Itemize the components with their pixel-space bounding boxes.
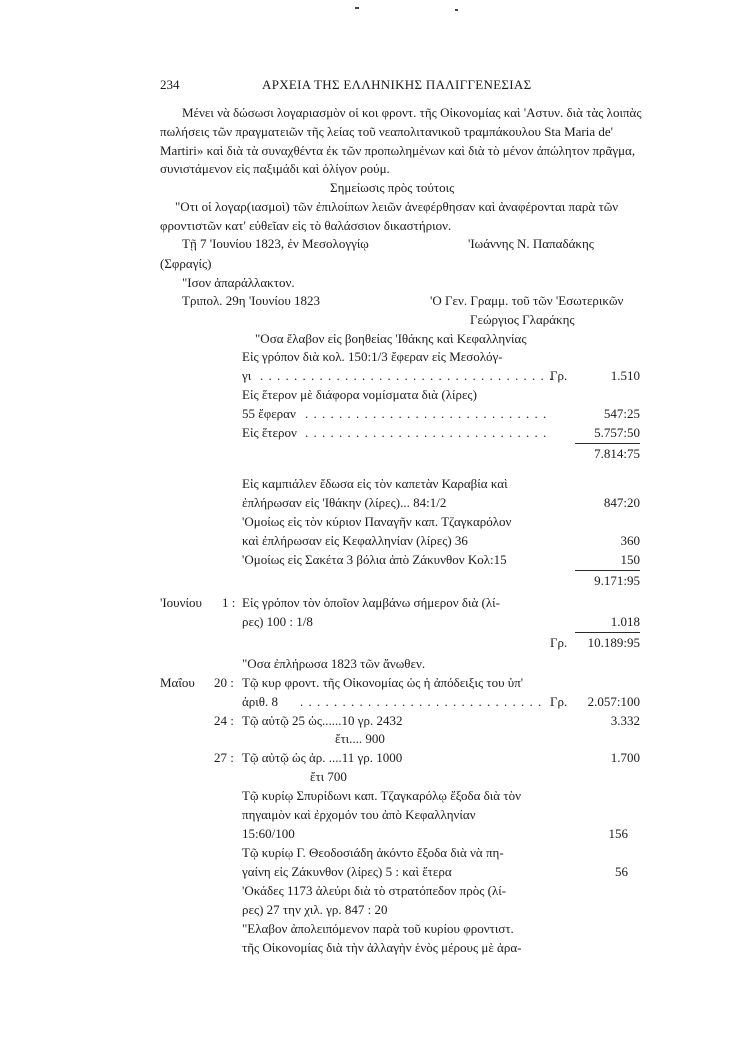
month-label: 'Ιουνίου — [160, 595, 202, 610]
ledger-heading: "Οσα ἐπλήρωσα 1823 τῶν ἄνωθεν. — [242, 656, 426, 671]
ledger-line: Τῷ κυρίῳ Γ. Θεοδοσιάδη ἀκόντο ἔξοδα διὰ νὰ πη- — [242, 845, 504, 860]
copy-date: Τριπολ. 29η 'Ιουνίου 1823 — [182, 293, 321, 308]
grand-total: 10.189:95 — [587, 635, 640, 650]
sum-rule — [575, 632, 640, 633]
ledger-line: Τῷ αὐτῷ ὡς ἀρ. ....11 γρ. 1000 — [242, 750, 403, 765]
dot-leader: . . . . . . . . . . . . . . . . . . . . . . . . . . . . . — [305, 406, 548, 421]
signature-date-place: Τῇ 7 'Ιουνίου 1823, ἐν Μεσολογγίῳ — [182, 236, 369, 251]
currency-label: Γρ. — [550, 694, 568, 709]
ledger-line: 'Ομοίως εἰς Σακέτα 3 βόλια ἀπὸ Ζάκυνθον Κολ:15 — [242, 552, 507, 567]
amount: 5.757:50 — [594, 425, 640, 440]
note-line: φροντιστῶν κατ' εὐθεῖαν εἰς τὸ θαλάσσιον δικαστήριον. — [160, 218, 452, 233]
day-label: 20 : — [214, 675, 234, 690]
amount: 3.332 — [610, 713, 640, 728]
subtotal: 7.814:75 — [594, 446, 640, 461]
ledger-line: γι — [242, 368, 252, 383]
ledger-line: 15:60/100 — [242, 826, 295, 841]
ledger-line: "Ελαβον ἀπολειπόμενον παρὰ τοῦ κυρίου φροντιστ. — [242, 921, 514, 936]
ledger-line: ἔτι 700 — [310, 769, 347, 784]
ledger-line: γαίνη εἰς Ζάκυνθον (λίρες) 5 : καὶ ἕτερα — [242, 864, 452, 879]
ledger-heading: "Οσα ἔλαβον εἰς βοηθείας 'Ιθάκης καὶ Κεφαλληνίας — [255, 331, 527, 346]
amount: 1.700 — [610, 750, 640, 765]
amount: 1.510 — [610, 368, 640, 383]
dot-leader: . . . . . . . . . . . . . . . . . . . . . . . . . . . . . — [300, 694, 543, 709]
page-number: 234 — [160, 77, 180, 92]
sum-rule — [575, 570, 640, 571]
ledger-line: Εἰς γρόπον διὰ κολ. 150:1/3 ἔφεραν εἰς Μεσολόγ- — [242, 349, 503, 364]
ledger-line: Εἰς ἕτερον — [242, 425, 297, 440]
amount: 56 — [615, 864, 628, 879]
ledger-line: ἔτι.... 900 — [335, 731, 385, 746]
dot-leader: . . . . . . . . . . . . . . . . . . . . . . . . . . . . . . . . . . . — [260, 368, 554, 383]
signature-name: 'Ιωάννης Ν. Παπαδάκης — [468, 236, 594, 251]
running-title: ΑΡΧΕΙΑ ΤΗΣ ΕΛΛΗΝΙΚΗΣ ΠΑΛΙΓΓΕΝΕΣΙΑΣ — [262, 77, 532, 92]
ledger-line: 'Ομοίως εἰς τὸν κύριον Παναγῆν καπ. Τζαγκαρόλον — [242, 514, 512, 529]
seal-note: (Σφραγίς) — [160, 256, 212, 271]
month-label: Μαΐου — [160, 675, 195, 690]
secretary-name: Γεώργιος Γλαράκης — [470, 312, 575, 327]
ledger-line: ρες) 100 : 1/8 — [242, 614, 313, 629]
currency-label: Γρ. — [550, 368, 568, 383]
intro-line: πωλήσεις τῶν πραγματειῶν τῆς λείας τοῦ νεαπολιτανικοῦ τραμπάκουλου Sta Maria de' — [160, 124, 613, 139]
intro-line: συνιστάμενον εἰς παξιμάδι καὶ ὀλίγον ρούμ. — [160, 161, 390, 176]
ledger-line: Εἰς καμπιάλεν ἔδωσα εἰς τὸν καπετὰν Καραβία καὶ — [242, 476, 508, 491]
copy-note: "Ισον ἀπαράλλακτον. — [182, 275, 295, 290]
note-line: "Οτι οἱ λογαρ(ιασμοὶ) τῶν ἐπιλοίπων λειῶν ἀνεφέρθησαν καὶ ἀναφέρονται παρὰ τῶν — [175, 199, 619, 214]
ledger-line: ἀριθ. 8 — [242, 694, 279, 709]
amount: 150 — [620, 552, 640, 567]
note-heading: Σημείωσις πρὸς τούτοις — [330, 180, 455, 195]
ledger-line: πηγαιμὸν καὶ ἐρχομόν του ἀπὸ Κεφαλληνίαν — [242, 807, 476, 822]
currency-label: Γρ. — [550, 635, 568, 650]
ledger-line: τῆς Οἰκονομίας διὰ τὴν ἀλλαγὴν ἑνὸς μέρους μὲ ἀρα- — [242, 940, 522, 955]
day-label: 1 : — [222, 595, 236, 610]
ledger-line: ἐπλήρωσαν εἰς 'Ιθάκην (λίρες)... 84:1/2 — [242, 495, 447, 510]
ledger-line: Τῷ κυρ φροντ. τῆς Οἰκονομίας ὡς ἡ ἀπόδειξις του ὑπ' — [242, 675, 524, 690]
ledger-line: Εἰς ἕτερον μὲ διάφορα νομίσματα διὰ (λίρες) — [242, 387, 477, 402]
scan-mark — [355, 7, 359, 9]
ledger-line: Τῷ αὐτῷ 25 ὡς......10 γρ. 2432 — [242, 713, 403, 728]
day-label: 24 : — [214, 713, 234, 728]
ledger-line: 55 ἔφεραν — [242, 406, 296, 421]
scan-mark — [455, 9, 458, 11]
subtotal: 9.171:95 — [594, 573, 640, 588]
amount: 847:20 — [603, 495, 640, 510]
intro-line: Μένει νὰ δώσωσι λογαριασμὸν οἱ κοι φροντ. τῆς Οἰκονομίας καὶ 'Αστυν. διὰ τὰς λοιπὰς — [182, 105, 642, 120]
amount: 156 — [608, 826, 628, 841]
intro-line: Martiri» καὶ διὰ τὰ συναχθέντα ἐκ τῶν προπωλημένων καὶ διὰ τὸ μένον ἀπώλητον πρᾶγμα, — [160, 143, 636, 158]
amount: 2.057:100 — [587, 694, 640, 709]
ledger-line: ρες) 27 την χιλ. γρ. 847 : 20 — [242, 902, 388, 917]
day-label: 27 : — [214, 750, 234, 765]
amount: 1.018 — [610, 614, 640, 629]
ledger-line: 'Οκάδες 1173 ἀλεύρι διὰ τὸ στρατόπεδον πρὸς (λί- — [242, 883, 507, 898]
dot-leader: . . . . . . . . . . . . . . . . . . . . . . . . . . . . . — [305, 425, 548, 440]
amount: 547:25 — [603, 406, 640, 421]
ledger-line: Εἰς γρόπον τὸν ὁποῖον λαμβάνω σήμερον διὰ (λί- — [242, 595, 500, 610]
amount: 360 — [620, 533, 640, 548]
ledger-line: Τῷ κυρίῳ Σπυρίδωνι καπ. Τζαγκαρόλῳ ἔξοδα διὰ τὸν — [242, 788, 521, 803]
sum-rule — [575, 443, 640, 444]
office-title: 'Ο Γεν. Γραμμ. τοῦ τῶν 'Εσωτερικῶν — [430, 293, 624, 308]
ledger-line: καὶ ἐπλήρωσαν εἰς Κεφαλληνίαν (λίρες) 36 — [242, 533, 468, 548]
